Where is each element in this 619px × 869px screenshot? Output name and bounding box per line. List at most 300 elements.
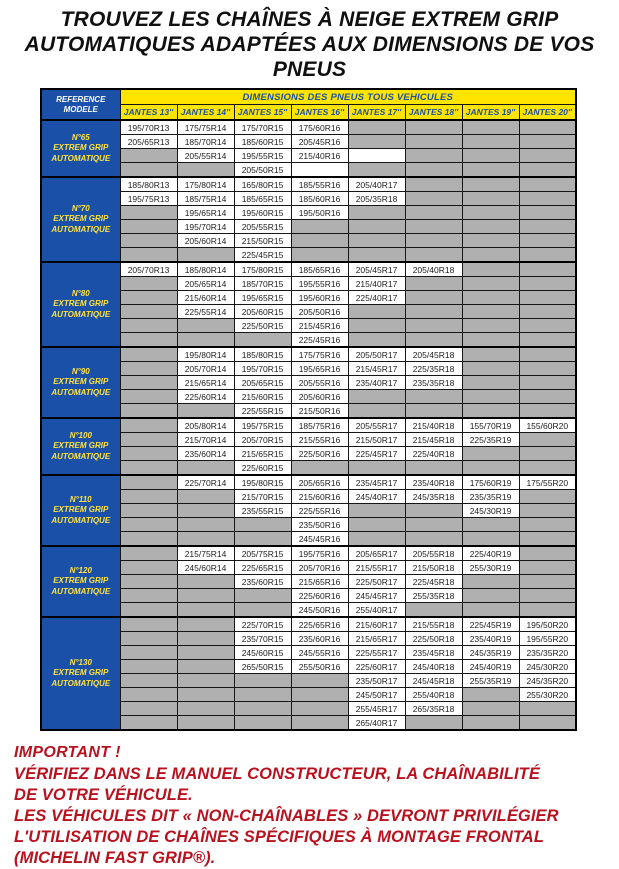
- empty-cell: [120, 532, 177, 547]
- empty-cell: [348, 333, 405, 348]
- tire-size-cell: 245/35R18: [405, 490, 462, 504]
- tire-size-cell: 245/35R19: [462, 646, 519, 660]
- jantes-column-header: JANTES 13'': [120, 105, 177, 121]
- model-label-line: EXTREM GRIP: [53, 143, 109, 153]
- empty-cell: [120, 702, 177, 716]
- tire-size-cell: 205/50R15: [234, 163, 291, 178]
- jantes-column-header: JANTES 14'': [177, 105, 234, 121]
- table-header-row: [41, 89, 576, 105]
- table-row: [41, 518, 576, 532]
- empty-cell: [462, 192, 519, 206]
- empty-cell: [519, 404, 576, 419]
- empty-cell: [462, 589, 519, 603]
- empty-cell: [519, 135, 576, 149]
- tire-size-cell: 195/80R14: [177, 347, 234, 362]
- tire-size-cell: 215/40R17: [348, 277, 405, 291]
- tire-size-cell: 205/55R18: [405, 546, 462, 561]
- table-row: [41, 163, 576, 178]
- empty-cell: [462, 206, 519, 220]
- model-number: N°120: [69, 565, 92, 575]
- notice-line: DE VOTRE VÉHICULE.: [14, 786, 193, 804]
- empty-cell: [462, 461, 519, 476]
- tire-size-cell: 195/80R15: [234, 475, 291, 490]
- table-row: [41, 561, 576, 575]
- model-label: [41, 617, 120, 730]
- jantes-column-header: JANTES 19'': [462, 105, 519, 121]
- empty-cell: [519, 447, 576, 461]
- empty-cell: [348, 206, 405, 220]
- empty-cell: [120, 716, 177, 731]
- empty-cell: [177, 702, 234, 716]
- empty-cell: [120, 575, 177, 589]
- empty-cell: [348, 504, 405, 518]
- tire-size-cell: 215/40R18: [405, 418, 462, 433]
- model-label-line: AUTOMATIQUE: [51, 451, 111, 461]
- tire-size-cell: 205/55R16: [291, 376, 348, 390]
- tire-size-cell: 195/70R15: [234, 362, 291, 376]
- tire-size-cell: 185/80R14: [177, 262, 234, 277]
- empty-cell: [120, 206, 177, 220]
- empty-cell: [120, 646, 177, 660]
- model-label: [41, 347, 120, 418]
- empty-cell: [120, 433, 177, 447]
- table-row: [41, 192, 576, 206]
- table-row: [41, 248, 576, 263]
- empty-cell: [462, 277, 519, 291]
- empty-cell: [234, 716, 291, 731]
- model-label: [41, 262, 120, 347]
- empty-cell: [120, 632, 177, 646]
- model-label-line: AUTOMATIQUE: [51, 586, 111, 596]
- empty-cell: [120, 376, 177, 390]
- empty-cell: [462, 248, 519, 263]
- table-row: [41, 390, 576, 404]
- empty-cell: [120, 163, 177, 178]
- tire-size-cell: 245/30R19: [462, 504, 519, 518]
- tire-size-cell: 205/65R17: [348, 546, 405, 561]
- empty-cell: [120, 418, 177, 433]
- tire-size-cell: 175/80R14: [177, 177, 234, 192]
- tire-size-cell: 225/35R18: [405, 362, 462, 376]
- empty-cell: [177, 589, 234, 603]
- empty-cell: [348, 518, 405, 532]
- table-row: [41, 504, 576, 518]
- empty-cell: [120, 504, 177, 518]
- jantes-column-header: JANTES 20'': [519, 105, 576, 121]
- empty-cell: [348, 390, 405, 404]
- table-row: [41, 575, 576, 589]
- empty-cell: [405, 206, 462, 220]
- empty-cell: [291, 220, 348, 234]
- tire-size-cell: 235/50R16: [291, 518, 348, 532]
- empty-cell: [405, 291, 462, 305]
- tire-size-cell: 185/75R16: [291, 418, 348, 433]
- page-title-line1: TROUVEZ LES CHAÎNES À NEIGE EXTREM GRIP: [60, 8, 559, 31]
- empty-cell: [177, 716, 234, 731]
- empty-cell: [120, 390, 177, 404]
- empty-cell: [405, 177, 462, 192]
- empty-cell: [348, 305, 405, 319]
- empty-cell: [462, 262, 519, 277]
- tire-size-cell: 215/50R18: [405, 561, 462, 575]
- empty-cell: [120, 248, 177, 263]
- empty-cell: [519, 305, 576, 319]
- empty-cell: [405, 234, 462, 248]
- tire-size-cell: 235/60R14: [177, 447, 234, 461]
- tire-size-cell: 185/75R14: [177, 192, 234, 206]
- empty-cell: [462, 305, 519, 319]
- tire-size-cell: 175/80R15: [234, 262, 291, 277]
- empty-cell: [519, 149, 576, 163]
- tire-table: [40, 88, 577, 731]
- model-label-line: EXTREM GRIP: [53, 505, 109, 515]
- table-row: [41, 206, 576, 220]
- empty-cell: [348, 135, 405, 149]
- table-row: [41, 277, 576, 291]
- model-label-line: EXTREM GRIP: [53, 214, 109, 224]
- tire-size-cell: 225/55R16: [291, 504, 348, 518]
- tire-size-cell: 225/45R17: [348, 447, 405, 461]
- tire-size-cell: 185/80R15: [234, 347, 291, 362]
- tire-size-cell: 225/50R16: [291, 447, 348, 461]
- tire-size-cell: 245/50R16: [291, 603, 348, 618]
- empty-cell: [519, 362, 576, 376]
- tire-size-cell: 205/70R16: [291, 561, 348, 575]
- empty-cell: [519, 163, 576, 178]
- tire-table-wrapper: [40, 88, 619, 731]
- empty-cell: [462, 319, 519, 333]
- tire-size-cell: 195/75R16: [291, 546, 348, 561]
- tire-size-cell: 235/45R18: [405, 646, 462, 660]
- empty-cell: [519, 206, 576, 220]
- empty-cell: [519, 490, 576, 504]
- tire-size-cell: 195/65R14: [177, 206, 234, 220]
- table-row: [41, 319, 576, 333]
- tire-size-cell: 245/45R16: [291, 532, 348, 547]
- tire-size-cell: 205/65R15: [234, 376, 291, 390]
- empty-cell: [348, 120, 405, 135]
- tire-size-cell: 235/40R18: [405, 475, 462, 490]
- empty-cell: [462, 688, 519, 702]
- empty-cell: [519, 589, 576, 603]
- table-row: [41, 404, 576, 419]
- empty-cell: [120, 546, 177, 561]
- empty-cell: [120, 617, 177, 632]
- empty-cell: [177, 660, 234, 674]
- empty-cell: [462, 362, 519, 376]
- empty-cell: [405, 333, 462, 348]
- tire-size-cell: 225/55R14: [177, 305, 234, 319]
- tire-size-cell: 225/55R17: [348, 646, 405, 660]
- table-row: [41, 291, 576, 305]
- model-label: [41, 177, 120, 262]
- empty-cell: [519, 461, 576, 476]
- tire-size-cell: 215/55R16: [291, 433, 348, 447]
- tire-size-cell: 255/40R18: [405, 688, 462, 702]
- tire-size-cell: 195/75R13: [120, 192, 177, 206]
- empty-cell: [291, 702, 348, 716]
- tire-size-cell: 205/60R15: [234, 305, 291, 319]
- empty-cell: [348, 404, 405, 419]
- tire-size-cell: 225/60R15: [234, 461, 291, 476]
- tire-size-cell: 205/60R16: [291, 390, 348, 404]
- empty-cell: [348, 220, 405, 234]
- jantes-column-header: JANTES 18'': [405, 105, 462, 121]
- tire-size-cell: 265/40R17: [348, 716, 405, 731]
- empty-cell: [405, 135, 462, 149]
- tire-size-cell: 205/40R18: [405, 262, 462, 277]
- tire-size-cell: 215/50R16: [291, 404, 348, 419]
- empty-cell: [519, 248, 576, 263]
- tire-size-cell: 245/60R14: [177, 561, 234, 575]
- empty-cell: [519, 390, 576, 404]
- model-number: N°100: [69, 430, 92, 440]
- table-row: [41, 177, 576, 192]
- empty-cell: [120, 149, 177, 163]
- empty-cell: [462, 120, 519, 135]
- empty-cell: [462, 220, 519, 234]
- table-row: [41, 220, 576, 234]
- tire-size-cell: 225/70R15: [234, 617, 291, 632]
- tire-size-cell: 245/60R15: [234, 646, 291, 660]
- table-row: [41, 305, 576, 319]
- page-title: [0, 0, 619, 82]
- empty-cell: [519, 262, 576, 277]
- tire-size-cell: 225/45R15: [234, 248, 291, 263]
- notice-line: VÉRIFIEZ DANS LE MANUEL CONSTRUCTEUR, LA CHAÎNABILITÉ: [14, 765, 540, 783]
- tire-size-cell: 185/60R16: [291, 192, 348, 206]
- tire-size-cell: 205/65R16: [291, 475, 348, 490]
- empty-cell: [177, 319, 234, 333]
- empty-cell: [519, 333, 576, 348]
- tire-size-cell: 225/50R17: [348, 575, 405, 589]
- table-row: [41, 716, 576, 731]
- table-row: [41, 376, 576, 390]
- empty-cell: [234, 518, 291, 532]
- tire-size-cell: 215/65R16: [291, 575, 348, 589]
- empty-cell: [348, 234, 405, 248]
- tire-size-cell: 215/65R15: [234, 447, 291, 461]
- empty-cell: [462, 163, 519, 178]
- tire-size-cell: 235/50R17: [348, 674, 405, 688]
- table-row: [41, 603, 576, 618]
- empty-cell: [405, 532, 462, 547]
- table-row: [41, 262, 576, 277]
- empty-cell: [120, 362, 177, 376]
- empty-cell: [234, 532, 291, 547]
- table-row: [41, 333, 576, 348]
- empty-cell: [177, 333, 234, 348]
- empty-cell: [462, 404, 519, 419]
- empty-cell: [291, 674, 348, 688]
- empty-cell: [234, 674, 291, 688]
- tire-size-cell: 235/35R20: [519, 646, 576, 660]
- table-row: [41, 362, 576, 376]
- empty-cell: [177, 646, 234, 660]
- tire-size-cell: 205/45R18: [405, 347, 462, 362]
- empty-cell: [519, 716, 576, 731]
- tire-size-cell: 205/50R16: [291, 305, 348, 319]
- notice-line: (MICHELIN FAST GRIP®).: [14, 849, 216, 867]
- tire-size-cell: 225/60R14: [177, 390, 234, 404]
- table-row: [41, 433, 576, 447]
- tire-size-cell: 185/70R15: [234, 277, 291, 291]
- tire-size-cell: 245/40R18: [405, 660, 462, 674]
- table-row: [41, 418, 576, 433]
- empty-cell: [519, 177, 576, 192]
- model-number: N°65: [71, 132, 90, 142]
- tire-size-cell: 185/80R13: [120, 177, 177, 192]
- empty-cell: [177, 575, 234, 589]
- tire-size-cell: 215/70R14: [177, 433, 234, 447]
- empty-cell: [348, 163, 405, 178]
- empty-cell: [519, 234, 576, 248]
- model-label-line: EXTREM GRIP: [53, 576, 109, 586]
- empty-cell: [519, 376, 576, 390]
- empty-cell: [120, 305, 177, 319]
- empty-cell: [291, 688, 348, 702]
- empty-cell: [519, 532, 576, 547]
- tire-size-cell: 235/60R16: [291, 632, 348, 646]
- tire-size-cell: 225/40R17: [348, 291, 405, 305]
- empty-cell: [120, 589, 177, 603]
- model-number: N°110: [69, 494, 92, 504]
- tire-size-cell: 205/65R13: [120, 135, 177, 149]
- empty-cell: [177, 674, 234, 688]
- model-label-line: AUTOMATIQUE: [51, 678, 111, 688]
- empty-cell: [519, 277, 576, 291]
- tire-size-cell: 215/65R14: [177, 376, 234, 390]
- tire-size-cell: 225/50R18: [405, 632, 462, 646]
- empty-cell: [234, 589, 291, 603]
- tire-size-cell: 235/60R15: [234, 575, 291, 589]
- tire-size-cell: 215/45R16: [291, 319, 348, 333]
- empty-cell: [177, 632, 234, 646]
- empty-cell: [291, 716, 348, 731]
- table-row: [41, 646, 576, 660]
- empty-cell: [462, 291, 519, 305]
- empty-cell: [405, 518, 462, 532]
- empty-cell: [462, 518, 519, 532]
- empty-cell: [120, 220, 177, 234]
- empty-cell: [462, 234, 519, 248]
- tire-size-cell: 215/45R17: [348, 362, 405, 376]
- empty-cell: [519, 120, 576, 135]
- tire-size-cell: 185/65R16: [291, 262, 348, 277]
- tire-size-cell: 155/70R19: [462, 418, 519, 433]
- tire-size-cell: 215/60R14: [177, 291, 234, 305]
- tire-size-cell: 195/55R15: [234, 149, 291, 163]
- table-row: [41, 234, 576, 248]
- empty-cell: [519, 347, 576, 362]
- tire-size-cell: 265/50R15: [234, 660, 291, 674]
- empty-cell: [234, 333, 291, 348]
- tire-size-cell: 205/55R17: [348, 418, 405, 433]
- tire-size-cell: 245/50R17: [348, 688, 405, 702]
- empty-cell: [405, 390, 462, 404]
- empty-cell: [405, 603, 462, 618]
- tire-size-cell: 205/55R14: [177, 149, 234, 163]
- jantes-column-header: JANTES 16'': [291, 105, 348, 121]
- tire-size-cell: 215/60R15: [234, 390, 291, 404]
- empty-cell: [462, 149, 519, 163]
- reference-modele-header: [41, 89, 120, 120]
- tire-size-cell: 205/40R17: [348, 177, 405, 192]
- tire-size-cell: 215/65R17: [348, 632, 405, 646]
- model-label-line: EXTREM GRIP: [53, 441, 109, 451]
- empty-cell: [462, 716, 519, 731]
- empty-cell: [519, 319, 576, 333]
- table-row: [41, 447, 576, 461]
- empty-cell: [120, 234, 177, 248]
- tire-size-cell: 235/45R17: [348, 475, 405, 490]
- tire-size-cell: 195/60R15: [234, 206, 291, 220]
- tire-size-cell: 265/35R18: [405, 702, 462, 716]
- empty-cell: [405, 248, 462, 263]
- tire-size-cell: 205/55R15: [234, 220, 291, 234]
- model-number: N°130: [69, 657, 92, 667]
- empty-cell: [405, 404, 462, 419]
- tire-size-cell: 245/30R20: [519, 660, 576, 674]
- tire-size-cell: 195/55R16: [291, 277, 348, 291]
- empty-cell: [234, 688, 291, 702]
- empty-cell: [519, 220, 576, 234]
- tire-size-cell: 215/70R15: [234, 490, 291, 504]
- tire-size-cell: 205/35R18: [348, 192, 405, 206]
- empty-cell: [462, 347, 519, 362]
- important-notice: [14, 742, 619, 869]
- tire-size-cell: 185/55R16: [291, 177, 348, 192]
- table-row: [41, 135, 576, 149]
- tire-size-cell: 205/70R14: [177, 362, 234, 376]
- empty-cell: [405, 277, 462, 291]
- model-label-line: AUTOMATIQUE: [51, 224, 111, 234]
- tire-size-cell: 185/60R15: [234, 135, 291, 149]
- empty-cell: [405, 305, 462, 319]
- empty-cell: [405, 461, 462, 476]
- tire-size-cell: 255/50R16: [291, 660, 348, 674]
- table-row: [41, 660, 576, 674]
- empty-cell: [177, 688, 234, 702]
- notice-line: L'UTILISATION DE CHAÎNES SPÉCIFIQUES À MONTAGE FRONTAL: [14, 828, 544, 846]
- page-title-line2: AUTOMATIQUES ADAPTÉES AUX DIMENSIONS DE VOS PNEUS: [24, 33, 595, 81]
- tire-size-cell: 195/75R15: [234, 418, 291, 433]
- jantes-column-header: JANTES 15'': [234, 105, 291, 121]
- empty-cell: [519, 518, 576, 532]
- empty-cell: [519, 504, 576, 518]
- empty-cell: [234, 603, 291, 618]
- tire-size-cell: 175/75R14: [177, 120, 234, 135]
- jantes-column-header: JANTES 17'': [348, 105, 405, 121]
- empty-cell: [405, 120, 462, 135]
- empty-cell: [519, 702, 576, 716]
- empty-cell: [348, 461, 405, 476]
- tire-size-cell: 215/50R17: [348, 433, 405, 447]
- empty-cell: [462, 532, 519, 547]
- empty-cell: [120, 277, 177, 291]
- tire-size-cell: 175/70R15: [234, 120, 291, 135]
- empty-cell: [348, 532, 405, 547]
- empty-cell: [405, 716, 462, 731]
- tire-size-cell: 175/60R19: [462, 475, 519, 490]
- table-row: [41, 475, 576, 490]
- model-number: N°80: [71, 288, 90, 298]
- model-label: [41, 546, 120, 617]
- empty-cell: [462, 135, 519, 149]
- empty-cell: [519, 546, 576, 561]
- tire-size-cell: 175/55R20: [519, 475, 576, 490]
- empty-cell: [177, 617, 234, 632]
